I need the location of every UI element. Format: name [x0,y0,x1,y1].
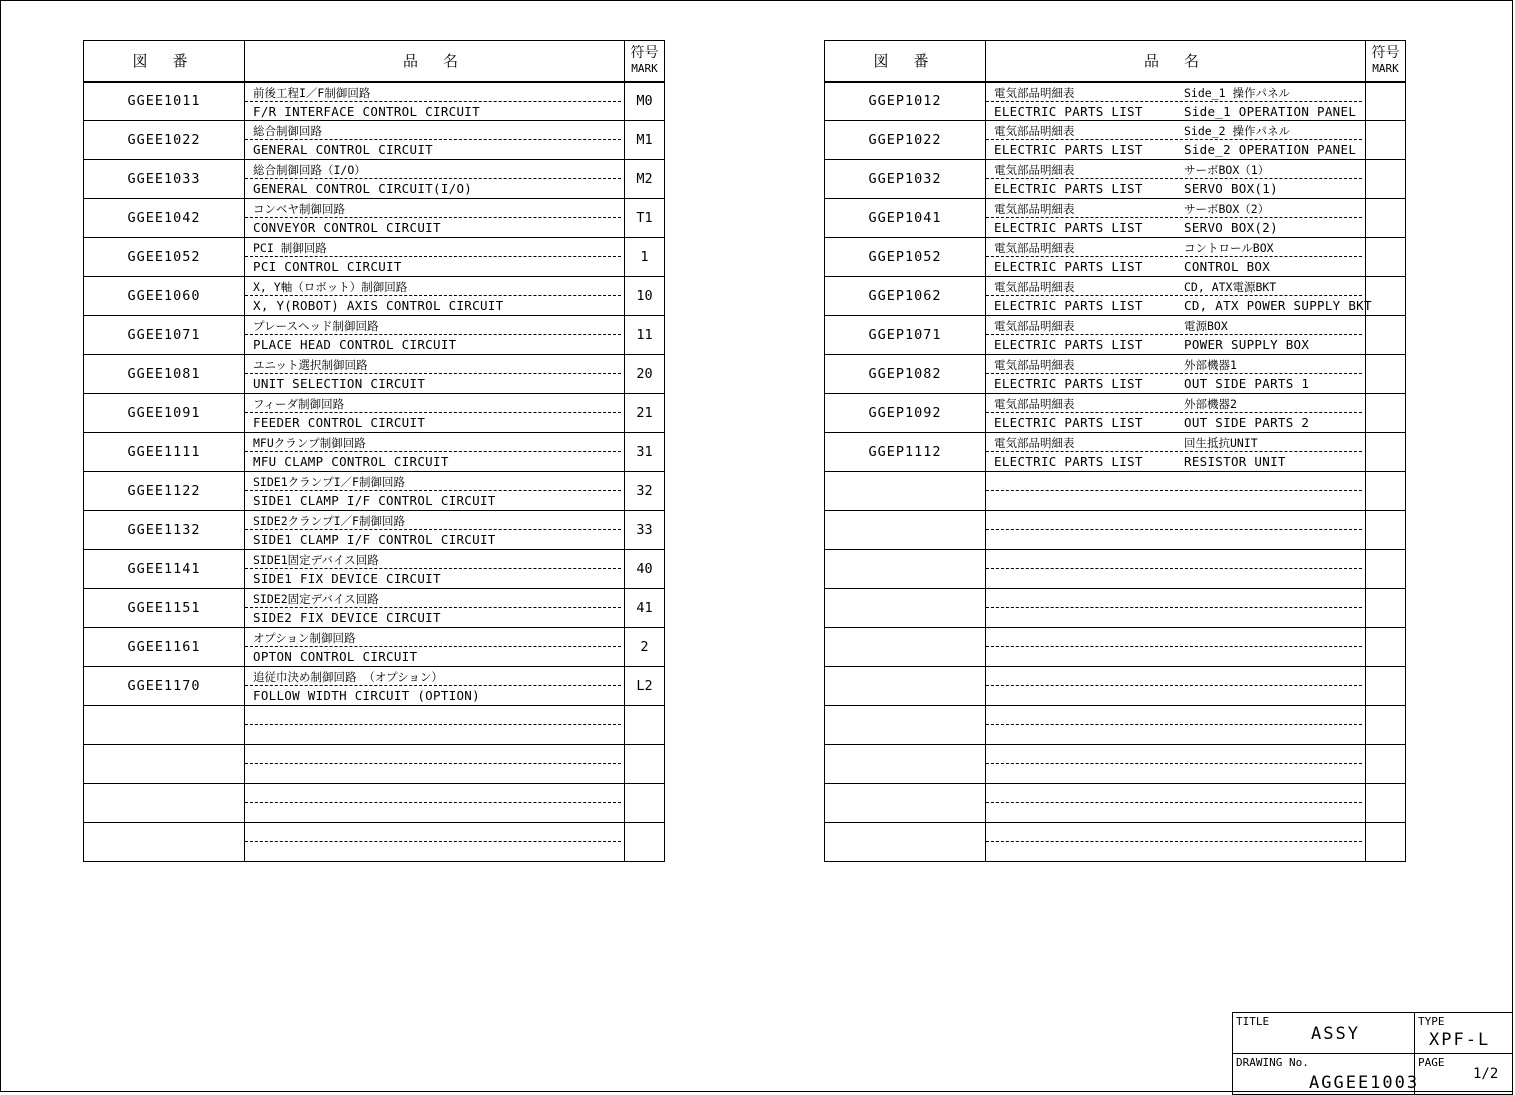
drawing-number [825,706,986,745]
mark-code [1366,511,1406,550]
dashed-divider [245,139,621,140]
type-cell [1415,1013,1513,1054]
page-label: PAGE [1418,1056,1445,1069]
table-row [84,277,665,316]
dashed-divider [245,217,621,218]
table-header [84,41,665,82]
drawing-number [825,667,986,706]
dashed-divider [245,451,621,452]
table-row [825,628,1406,667]
part-name-jp: 電気部品明細表 [994,85,1075,100]
part-name-jp: 電気部品明細表 [994,202,1075,216]
part-sub-name-jp: 回生抵抗UNIT [1184,436,1258,450]
drawing-number [825,745,986,784]
part-sub-name-en: POWER SUPPLY BOX [1184,337,1310,352]
part-name-en: ELECTRIC PARTS LIST [994,376,1143,391]
table-header [825,41,1406,82]
dashed-divider [245,802,621,803]
header-number: 図 番 [84,41,245,82]
dashed-divider [986,841,1362,842]
drawing-number: GGEE1091 [84,394,245,433]
part-name-en: ELECTRIC PARTS LIST [994,103,1143,119]
part-name-cell [245,121,625,160]
part-name-jp: SIDE1固定デバイス回路 [253,553,379,567]
part-name-en: UNIT SELECTION CIRCUIT [253,376,426,391]
mark-code: 32 [625,472,665,511]
part-name-en: ELECTRIC PARTS LIST [994,142,1143,157]
table-row [84,784,665,823]
table-row [84,823,665,862]
part-name-jp: 前後工程I／F制御回路 [253,85,371,100]
part-name-jp: SIDE2クランプI／F制御回路 [253,514,405,528]
part-name-en: CONVEYOR CONTROL CIRCUIT [253,220,441,235]
part-name-cell [986,394,1366,433]
part-name-cell [986,238,1366,277]
dashed-divider [986,334,1362,335]
drawing-number: GGEE1022 [84,121,245,160]
part-sub-name-en: RESISTOR UNIT [1184,454,1286,469]
part-sub-name-jp: 外部機器1 [1184,358,1237,372]
part-name-cell [245,472,625,511]
type-label: TYPE [1418,1015,1445,1028]
mark-code [1366,472,1406,511]
dashed-divider [245,373,621,374]
table-row [84,121,665,160]
drawing-number: GGEE1033 [84,160,245,199]
drawing-number: GGEP1062 [825,277,986,316]
header-name: 品 名 [986,41,1366,82]
title-cell [1233,1013,1415,1054]
dashed-divider [986,568,1362,569]
dashed-divider [245,685,621,686]
mark-code: 41 [625,589,665,628]
dashed-divider [986,412,1362,413]
mark-code [625,706,665,745]
table-row [84,82,665,121]
drawing-number: GGEP1082 [825,355,986,394]
drawing-number: GGEP1041 [825,199,986,238]
drawing-number [84,784,245,823]
part-name-cell [986,745,1366,784]
dashed-divider [245,490,621,491]
drawing-number: GGEE1141 [84,550,245,589]
part-sub-name-jp: 外部機器2 [1184,397,1237,411]
dashed-divider [245,101,621,102]
table-row [84,667,665,706]
mark-code [1366,550,1406,589]
drawing-number: GGEP1092 [825,394,986,433]
mark-code: 33 [625,511,665,550]
part-name-cell [986,706,1366,745]
dashed-divider [986,256,1362,257]
mark-code [1366,589,1406,628]
drawing-number: GGEE1052 [84,238,245,277]
drawing-number: GGEE1081 [84,355,245,394]
table-row [84,511,665,550]
mark-code: 31 [625,433,665,472]
dashed-divider [986,607,1362,608]
part-sub-name-jp: 電源BOX [1184,319,1228,333]
header-number: 図 番 [825,41,986,82]
mark-code [1366,199,1406,238]
table-row [825,199,1406,238]
mark-code [1366,121,1406,160]
part-name-jp: 総合制御回路（I/O） [253,163,366,177]
part-name-cell [986,355,1366,394]
table-row [825,784,1406,823]
part-name-cell [986,160,1366,199]
part-name-jp: 電気部品明細表 [994,319,1075,333]
part-name-jp: ユニット選択制御回路 [253,358,368,372]
part-name-jp: 電気部品明細表 [994,163,1075,177]
mark-code: 40 [625,550,665,589]
part-name-cell [986,277,1372,316]
table-row [825,667,1406,706]
part-name-jp: プレースヘッド制御回路 [253,319,379,333]
table-row [84,628,665,667]
part-name-cell [245,355,625,394]
dashed-divider [245,763,621,764]
table-row [84,394,665,433]
part-name-jp: 電気部品明細表 [994,124,1075,138]
mark-code [625,745,665,784]
table-row [84,706,665,745]
part-name-jp: オプション制御回路 [253,631,356,645]
part-name-en: PCI CONTROL CIRCUIT [253,259,402,274]
mark-code: M0 [625,82,665,121]
part-name-cell [245,745,625,784]
header-mark-en: MARK [631,61,658,75]
mark-code: 21 [625,394,665,433]
part-name-cell [986,511,1366,550]
part-name-cell [245,316,625,355]
dashed-divider [245,178,621,179]
table-row [84,589,665,628]
mark-code: 11 [625,316,665,355]
table-row [825,511,1406,550]
part-name-cell [245,589,625,628]
drawing-number: GGEE1132 [84,511,245,550]
title-block [1232,1012,1513,1095]
type-value: XPF-L [1429,1030,1491,1050]
part-name-cell [986,316,1366,355]
mark-code [1366,238,1406,277]
title-label: TITLE [1236,1015,1270,1028]
part-name-en: ELECTRIC PARTS LIST [994,415,1143,430]
part-name-en: PLACE HEAD CONTROL CIRCUIT [253,337,457,352]
drawing-number: GGEP1012 [825,82,986,121]
part-name-cell [245,82,625,121]
part-name-en: ELECTRIC PARTS LIST [994,181,1143,196]
dashed-divider [986,724,1362,725]
table-row [84,316,665,355]
part-name-en: ELECTRIC PARTS LIST [994,298,1143,313]
part-name-jp: 電気部品明細表 [994,280,1075,294]
part-sub-name-en: Side_2 OPERATION PANEL [1184,142,1357,157]
table-row [825,745,1406,784]
mark-code [1366,784,1406,823]
drawing-no-value: AGGEE1003 [1309,1073,1420,1093]
dashed-divider [986,646,1362,647]
table-row [84,199,665,238]
mark-code [1366,394,1406,433]
drawing-number [825,511,986,550]
part-name-jp: 追従巾決め制御回路 （オプション） [253,670,443,684]
part-name-cell [986,589,1366,628]
part-name-en: SIDE1 CLAMP I/F CONTROL CIRCUIT [253,532,496,547]
drawing-number: GGEE1151 [84,589,245,628]
part-name-cell [986,628,1366,667]
part-name-cell [245,667,625,706]
drawing-number: GGEE1122 [84,472,245,511]
part-name-cell [245,511,625,550]
drawing-number: GGEE1071 [84,316,245,355]
part-sub-name-en: SERVO BOX(2) [1184,220,1278,235]
dashed-divider [986,490,1362,491]
part-name-cell [245,394,625,433]
part-name-cell [986,121,1366,160]
mark-code: 20 [625,355,665,394]
table-row [825,394,1406,433]
part-name-jp: 電気部品明細表 [994,436,1075,450]
part-sub-name-jp: Side_1 操作パネル [1184,85,1290,100]
part-name-cell [245,238,625,277]
table-row [825,550,1406,589]
part-sub-name-en: CONTROL BOX [1184,259,1271,274]
mark-code: M1 [625,121,665,160]
dashed-divider [986,217,1362,218]
part-name-cell [986,199,1366,238]
part-name-jp: 電気部品明細表 [994,241,1075,255]
mark-code [1366,82,1406,121]
part-name-cell [986,472,1366,511]
table-row [825,355,1406,394]
mark-code [1366,823,1406,862]
dashed-divider [986,295,1362,296]
drawing-number [825,472,986,511]
table-row [825,706,1406,745]
part-name-jp: 電気部品明細表 [994,397,1075,411]
table-row [825,433,1406,472]
part-name-jp: フィーダ制御回路 [253,397,345,411]
mark-code [1366,160,1406,199]
table-row [84,238,665,277]
table-row [84,433,665,472]
dashed-divider [245,256,621,257]
dashed-divider [245,295,621,296]
part-name-en: X, Y(ROBOT) AXIS CONTROL CIRCUIT [253,298,504,313]
part-name-en: OPTON CONTROL CIRCUIT [253,649,418,664]
table-row [825,121,1406,160]
drawing-number [84,745,245,784]
part-name-cell [986,82,1366,121]
part-sub-name-en: OUT SIDE PARTS 1 [1184,376,1310,391]
part-name-en: ELECTRIC PARTS LIST [994,337,1143,352]
part-name-en: ELECTRIC PARTS LIST [994,220,1143,235]
drawing-no-label: DRAWING No. [1236,1056,1309,1069]
page-cell [1415,1054,1513,1095]
table-row [825,277,1406,316]
header-mark-en: MARK [1372,61,1399,75]
dashed-divider [245,607,621,608]
drawing-number: GGEP1022 [825,121,986,160]
dashed-divider [986,529,1362,530]
part-name-en: SIDE1 CLAMP I/F CONTROL CIRCUIT [253,493,496,508]
header-mark-jp: 符号 [1371,44,1400,61]
part-name-jp: PCI 制御回路 [253,241,327,255]
dashed-divider [986,101,1362,102]
header-mark [1366,41,1406,82]
table-row [825,589,1406,628]
part-name-jp: 総合制御回路 [253,124,322,138]
mark-code [625,784,665,823]
table-row [825,160,1406,199]
drawing-number: GGEE1170 [84,667,245,706]
mark-code: L2 [625,667,665,706]
part-name-jp: SIDE1クランプI／F制御回路 [253,475,405,489]
dashed-divider [986,178,1362,179]
drawing-number [825,589,986,628]
part-sub-name-en: SERVO BOX(1) [1184,181,1278,196]
part-name-cell [245,823,625,862]
table-row [825,82,1406,121]
part-name-en: ELECTRIC PARTS LIST [994,259,1143,274]
mark-code [1366,433,1406,472]
table-row [825,316,1406,355]
part-name-cell [245,706,625,745]
part-name-en: GENERAL CONTROL CIRCUIT [253,142,433,157]
drawing-number [825,823,986,862]
dashed-divider [986,451,1362,452]
part-name-jp: SIDE2固定デバイス回路 [253,592,379,606]
table-row [825,823,1406,862]
drawing-number: GGEE1042 [84,199,245,238]
part-sub-name-jp: CD, ATX電源BKT [1184,280,1277,294]
drawing-number [825,550,986,589]
part-name-cell [245,784,625,823]
mark-code: M2 [625,160,665,199]
part-name-cell [986,550,1366,589]
part-name-cell [245,160,625,199]
dashed-divider [245,334,621,335]
mark-code [625,823,665,862]
table-row [84,160,665,199]
header-mark [625,41,665,82]
drawing-number [825,784,986,823]
table-row [84,355,665,394]
mark-code [1366,706,1406,745]
table-row [84,745,665,784]
header-name: 品 名 [245,41,625,82]
dashed-divider [986,139,1362,140]
part-name-cell [986,784,1366,823]
drawing-number: GGEE1060 [84,277,245,316]
dashed-divider [986,763,1362,764]
part-name-jp: MFUクランプ制御回路 [253,436,366,450]
dashed-divider [986,373,1362,374]
part-name-en: GENERAL CONTROL CIRCUIT(I/O) [253,181,473,196]
part-name-en: ELECTRIC PARTS LIST [994,454,1143,469]
left-parts-table [83,40,665,862]
drawing-number [825,628,986,667]
table-row [825,238,1406,277]
mark-code: 2 [625,628,665,667]
dashed-divider [245,529,621,530]
part-sub-name-en: Side_1 OPERATION PANEL [1184,103,1357,119]
drawing-number: GGEE1111 [84,433,245,472]
part-name-en: SIDE2 FIX DEVICE CIRCUIT [253,610,441,625]
drawing-number: GGEP1112 [825,433,986,472]
dashed-divider [245,724,621,725]
part-name-cell [245,199,625,238]
part-name-jp: コンベヤ制御回路 [253,202,345,216]
dashed-divider [986,685,1362,686]
drawing-number [84,823,245,862]
part-name-en: FEEDER CONTROL CIRCUIT [253,415,426,430]
header-mark-jp: 符号 [630,44,659,61]
part-sub-name-en: OUT SIDE PARTS 2 [1184,415,1310,430]
part-name-cell [245,628,625,667]
mark-code [1366,745,1406,784]
part-name-en: F/R INTERFACE CONTROL CIRCUIT [253,103,480,119]
part-name-cell [986,823,1366,862]
table-row [84,472,665,511]
table-row [84,550,665,589]
title-value: ASSY [1311,1024,1360,1044]
drawing-number: GGEP1071 [825,316,986,355]
part-name-en: FOLLOW WIDTH CIRCUIT (OPTION) [253,688,480,703]
part-name-jp: X, Y軸（ロボット）制御回路 [253,280,408,294]
mark-code [1366,316,1406,355]
part-sub-name-jp: サーボBOX（1） [1184,163,1270,177]
drawing-number: GGEE1161 [84,628,245,667]
part-name-cell [986,433,1366,472]
part-name-jp: 電気部品明細表 [994,358,1075,372]
dashed-divider [245,841,621,842]
drawing-no-cell [1233,1054,1420,1095]
part-sub-name-en: CD, ATX POWER SUPPLY BKT [1184,298,1372,313]
part-name-cell [245,550,625,589]
mark-code: T1 [625,199,665,238]
part-sub-name-jp: コントロールBOX [1184,241,1274,255]
dashed-divider [245,646,621,647]
part-name-en: MFU CLAMP CONTROL CIRCUIT [253,454,449,469]
part-name-cell [986,667,1366,706]
part-name-cell [245,433,625,472]
mark-code [1366,628,1406,667]
drawing-number: GGEP1052 [825,238,986,277]
drawing-number [84,706,245,745]
mark-code: 1 [625,238,665,277]
part-sub-name-jp: Side_2 操作パネル [1184,124,1290,138]
mark-code [1366,667,1406,706]
right-parts-table [824,40,1406,862]
drawing-number: GGEP1032 [825,160,986,199]
part-name-en: SIDE1 FIX DEVICE CIRCUIT [253,571,441,586]
table-row [825,472,1406,511]
dashed-divider [245,412,621,413]
page-value: 1/2 [1473,1066,1499,1082]
dashed-divider [245,568,621,569]
dashed-divider [986,802,1362,803]
part-sub-name-jp: サーボBOX（2） [1184,202,1270,216]
part-name-cell [245,277,625,316]
mark-code [1366,355,1406,394]
drawing-number: GGEE1011 [84,82,245,121]
mark-code: 10 [625,277,665,316]
